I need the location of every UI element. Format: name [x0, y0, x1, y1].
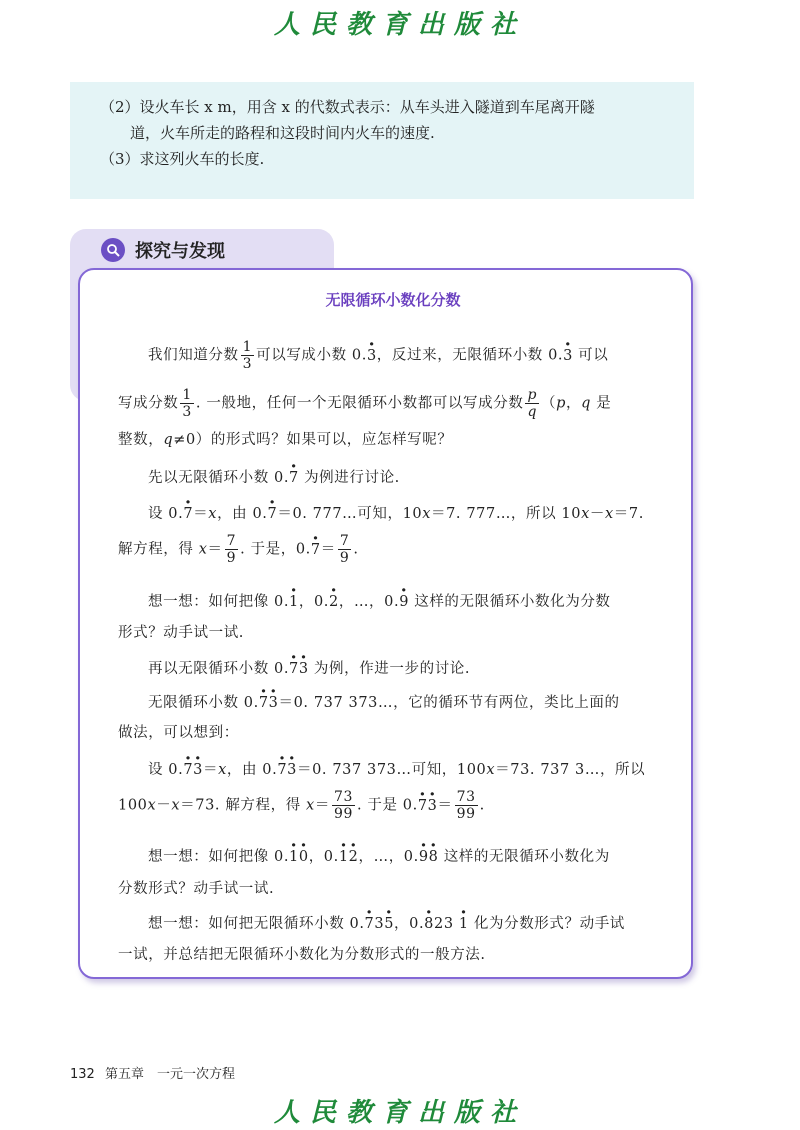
chapter-label: 第五章 一元一次方程 — [104, 1067, 235, 1082]
para-4-line-2: 形式？动手试一试. — [118, 625, 245, 641]
panel-title: 无限循环小数化分数 — [325, 291, 461, 309]
section-header — [101, 237, 225, 263]
para-6-line-2: 做法，可以想到： — [118, 725, 239, 741]
page-number: 132 — [70, 1067, 95, 1082]
para-9-line-2: 一试，并总结把无限循环小数化为分数形式的一般方法. — [118, 947, 486, 963]
para-1-line-1: 我们知道分数 $\frac{1}{3}$ 可以写成小数 0.· 3，反过来，无限循环小数 0.· 3 可以 — [118, 340, 608, 371]
exercise-line-2-cont: 道，火车所走的路程和这段时间内火车的速度. — [130, 124, 435, 142]
magnifier-icon — [101, 238, 125, 262]
para-8-line-2: 分数形式？动手试一试. — [118, 881, 275, 897]
para-4-line-1: 想一想：如何把像 0.· 1，0.· 2，…，0.· 9 这样的无限循环小数化为分数 — [118, 590, 611, 611]
publisher-logo-top: 人民教育出版社 — [273, 10, 526, 40]
publisher-logo-bottom: 人民教育出版社 — [273, 1098, 526, 1128]
exercise-line-2: （2）设火车长 x m，用含 x 的代数式表示：从车头进入隧道到车尾离开隧 — [100, 98, 595, 116]
exercise-box — [70, 82, 694, 199]
para-7-line-2: 100x－x＝73. 解方程，得 x＝ $\frac{73}{99}$ . 于是 0.· 7· 3＝ $\frac{73}{99}$ . — [118, 790, 485, 821]
para-1-line-3: 整数，q≠0）的形式吗？如果可以，应怎样写呢？ — [118, 432, 453, 448]
para-2: 先以无限循环小数 0.· 7 为例进行讨论. — [118, 466, 400, 487]
para-3-line-2: 解方程，得 x＝ $\frac{7}{9}$ . 于是，0.· 7＝ $\frac{7}{9}$ . — [118, 534, 359, 565]
para-8-line-1: 想一想：如何把像 0.· 1· 0，0.· 1· 2，…，0.· 9· 8 这样的无限循环小数化为 — [118, 845, 610, 866]
section-name: 探究与发现 — [135, 241, 225, 262]
para-5: 再以无限循环小数 0.· 7· 3 为例，作进一步的讨论. — [118, 657, 470, 678]
exercise-line-3: （3）求这列火车的长度. — [100, 150, 265, 168]
para-7-line-1: 设 0.· 7· 3＝x，由 0.· 7· 3＝0. 737 373…可知，100x＝73. 737 3…，所以 — [118, 758, 645, 779]
page-footer — [70, 1063, 235, 1082]
para-9-line-1: 想一想：如何把无限循环小数 0.· 73· 5，0.· 823 · 1 化为分数形式？动手试 — [118, 912, 625, 933]
para-3-line-1: 设 0.· 7＝x，由 0.· 7＝0. 777…可知，10x＝7. 777…，所以 10x－x＝7. — [118, 502, 644, 523]
para-1-line-2: 写成分数 $\frac{1}{3}$ . 一般地，任何一个无限循环小数都可以写成分数 $\frac{p}{q}$ （p，q 是 — [118, 387, 612, 420]
para-6-line-1: 无限循环小数 0.· 7· 3＝0. 737 373…，它的循环节有两位，类比上面的 — [118, 691, 620, 712]
